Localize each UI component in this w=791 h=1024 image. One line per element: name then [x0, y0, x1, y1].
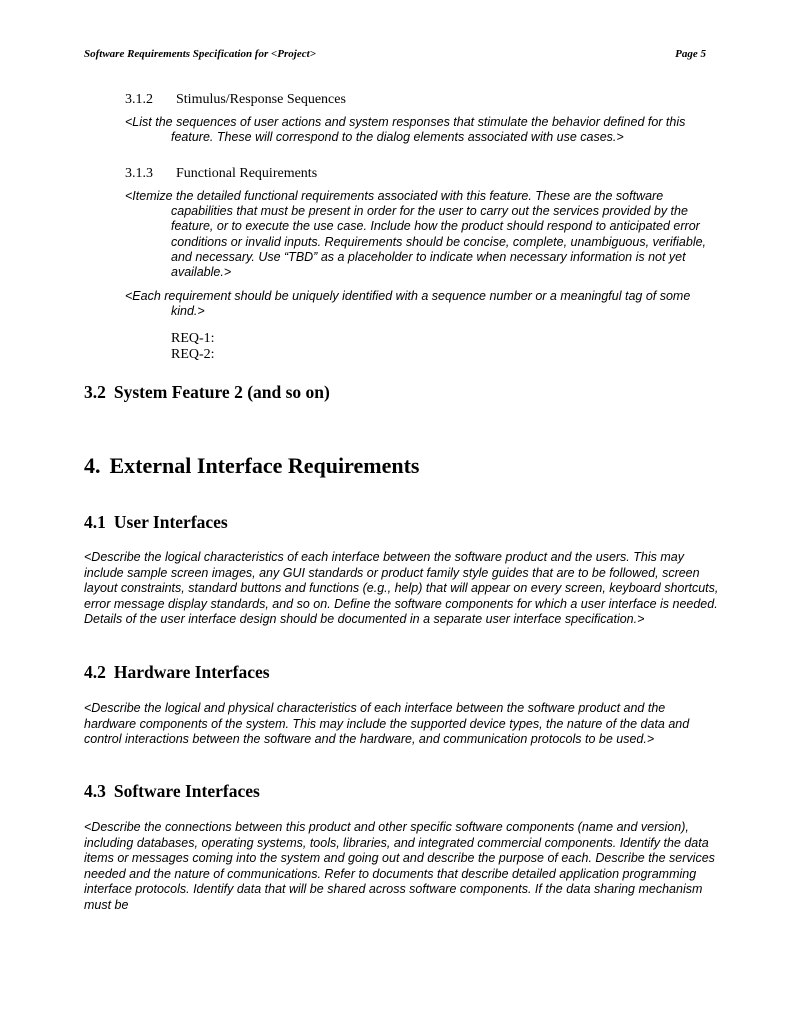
heading-title: External Interface Requirements: [109, 453, 420, 478]
heading-4-3: [84, 781, 260, 802]
guidance-3-1-2: <List the sequences of user actions and system responses that stimulate the behavior defined for this feature. These will correspond to the dialog elements associated with use cases.>: [125, 115, 686, 145]
heading-3-1-3: [125, 166, 317, 182]
heading-4-2: [84, 662, 270, 683]
heading-title: Functional Requirements: [176, 166, 318, 181]
heading-number: 4.: [84, 453, 101, 478]
heading-number: 3.1.2: [125, 92, 153, 107]
heading-number: 3.1.3: [125, 166, 153, 181]
heading-4: [84, 453, 419, 479]
heading-3-2: [84, 382, 330, 403]
heading-title: Hardware Interfaces: [113, 662, 270, 682]
body-software-interfaces: <Describe the connections between this product and other specific software components (name and version), including databases, operating systems, tools, libraries, and integrated commercial components. Identify the data items or messages coming into the system and going out and describe the purpose of each. Describe the services needed and the nature of communications. Refer to documents that describe detailed application programming interface protocols. Identify data that will be shared across software components. If the data sharing mechanism must be: [84, 820, 715, 912]
heading-title: User Interfaces: [113, 512, 228, 532]
guidance-3-1-3-itemize: <Itemize the detailed functional requirements associated with this feature. These are the software capabilities that must be present in order for the user to carry out the services provided by the feature, or to execute the use case. Include how the product should respond to anticipated error conditions or invalid inputs. Requirements should be concise, complete, unambiguous, verifiable, and necessary. Use “TBD” as a placeholder to indicate when necessary information is not yet available.>: [125, 189, 707, 280]
body-user-interfaces: <Describe the logical characteristics of each interface between the software product and the users. This may include sample screen images, any GUI standards or product family style guides that are to be followed, screen layout constraints, standard buttons and functions (e.g., help) that will appear on every screen, keyboard shortcuts, error message display standards, and so on. Define the software components for which a user interface is needed. Details of the user interface design should be documented in a separate user interface specification.>: [84, 550, 719, 626]
heading-title: Stimulus/Response Sequences: [176, 92, 346, 107]
heading-number: 4.1: [84, 512, 106, 532]
heading-3-1-2: [125, 92, 346, 108]
body-hardware-interfaces: <Describe the logical and physical characteristics of each interface between the software product and the hardware components of the system. This may include the supported device types, the nature of the data and control interactions between the software and the hardware, and communication protocols to be used.>: [84, 701, 690, 746]
heading-number: 3.2: [84, 382, 106, 402]
running-header-title: Software Requirements Specification for <Project>: [84, 48, 316, 60]
requirement-2: REQ-2:: [171, 347, 215, 362]
heading-4-1: [84, 512, 228, 533]
heading-number: 4.3: [84, 781, 106, 801]
heading-title: System Feature 2 (and so on): [113, 382, 330, 402]
page-number: Page 5: [675, 48, 706, 60]
guidance-3-1-3-identify: <Each requirement should be uniquely identified with a sequence number or a meaningful tag of some kind.>: [125, 289, 691, 319]
requirement-1: REQ-1:: [171, 331, 215, 346]
heading-number: 4.2: [84, 662, 106, 682]
heading-title: Software Interfaces: [113, 781, 260, 801]
